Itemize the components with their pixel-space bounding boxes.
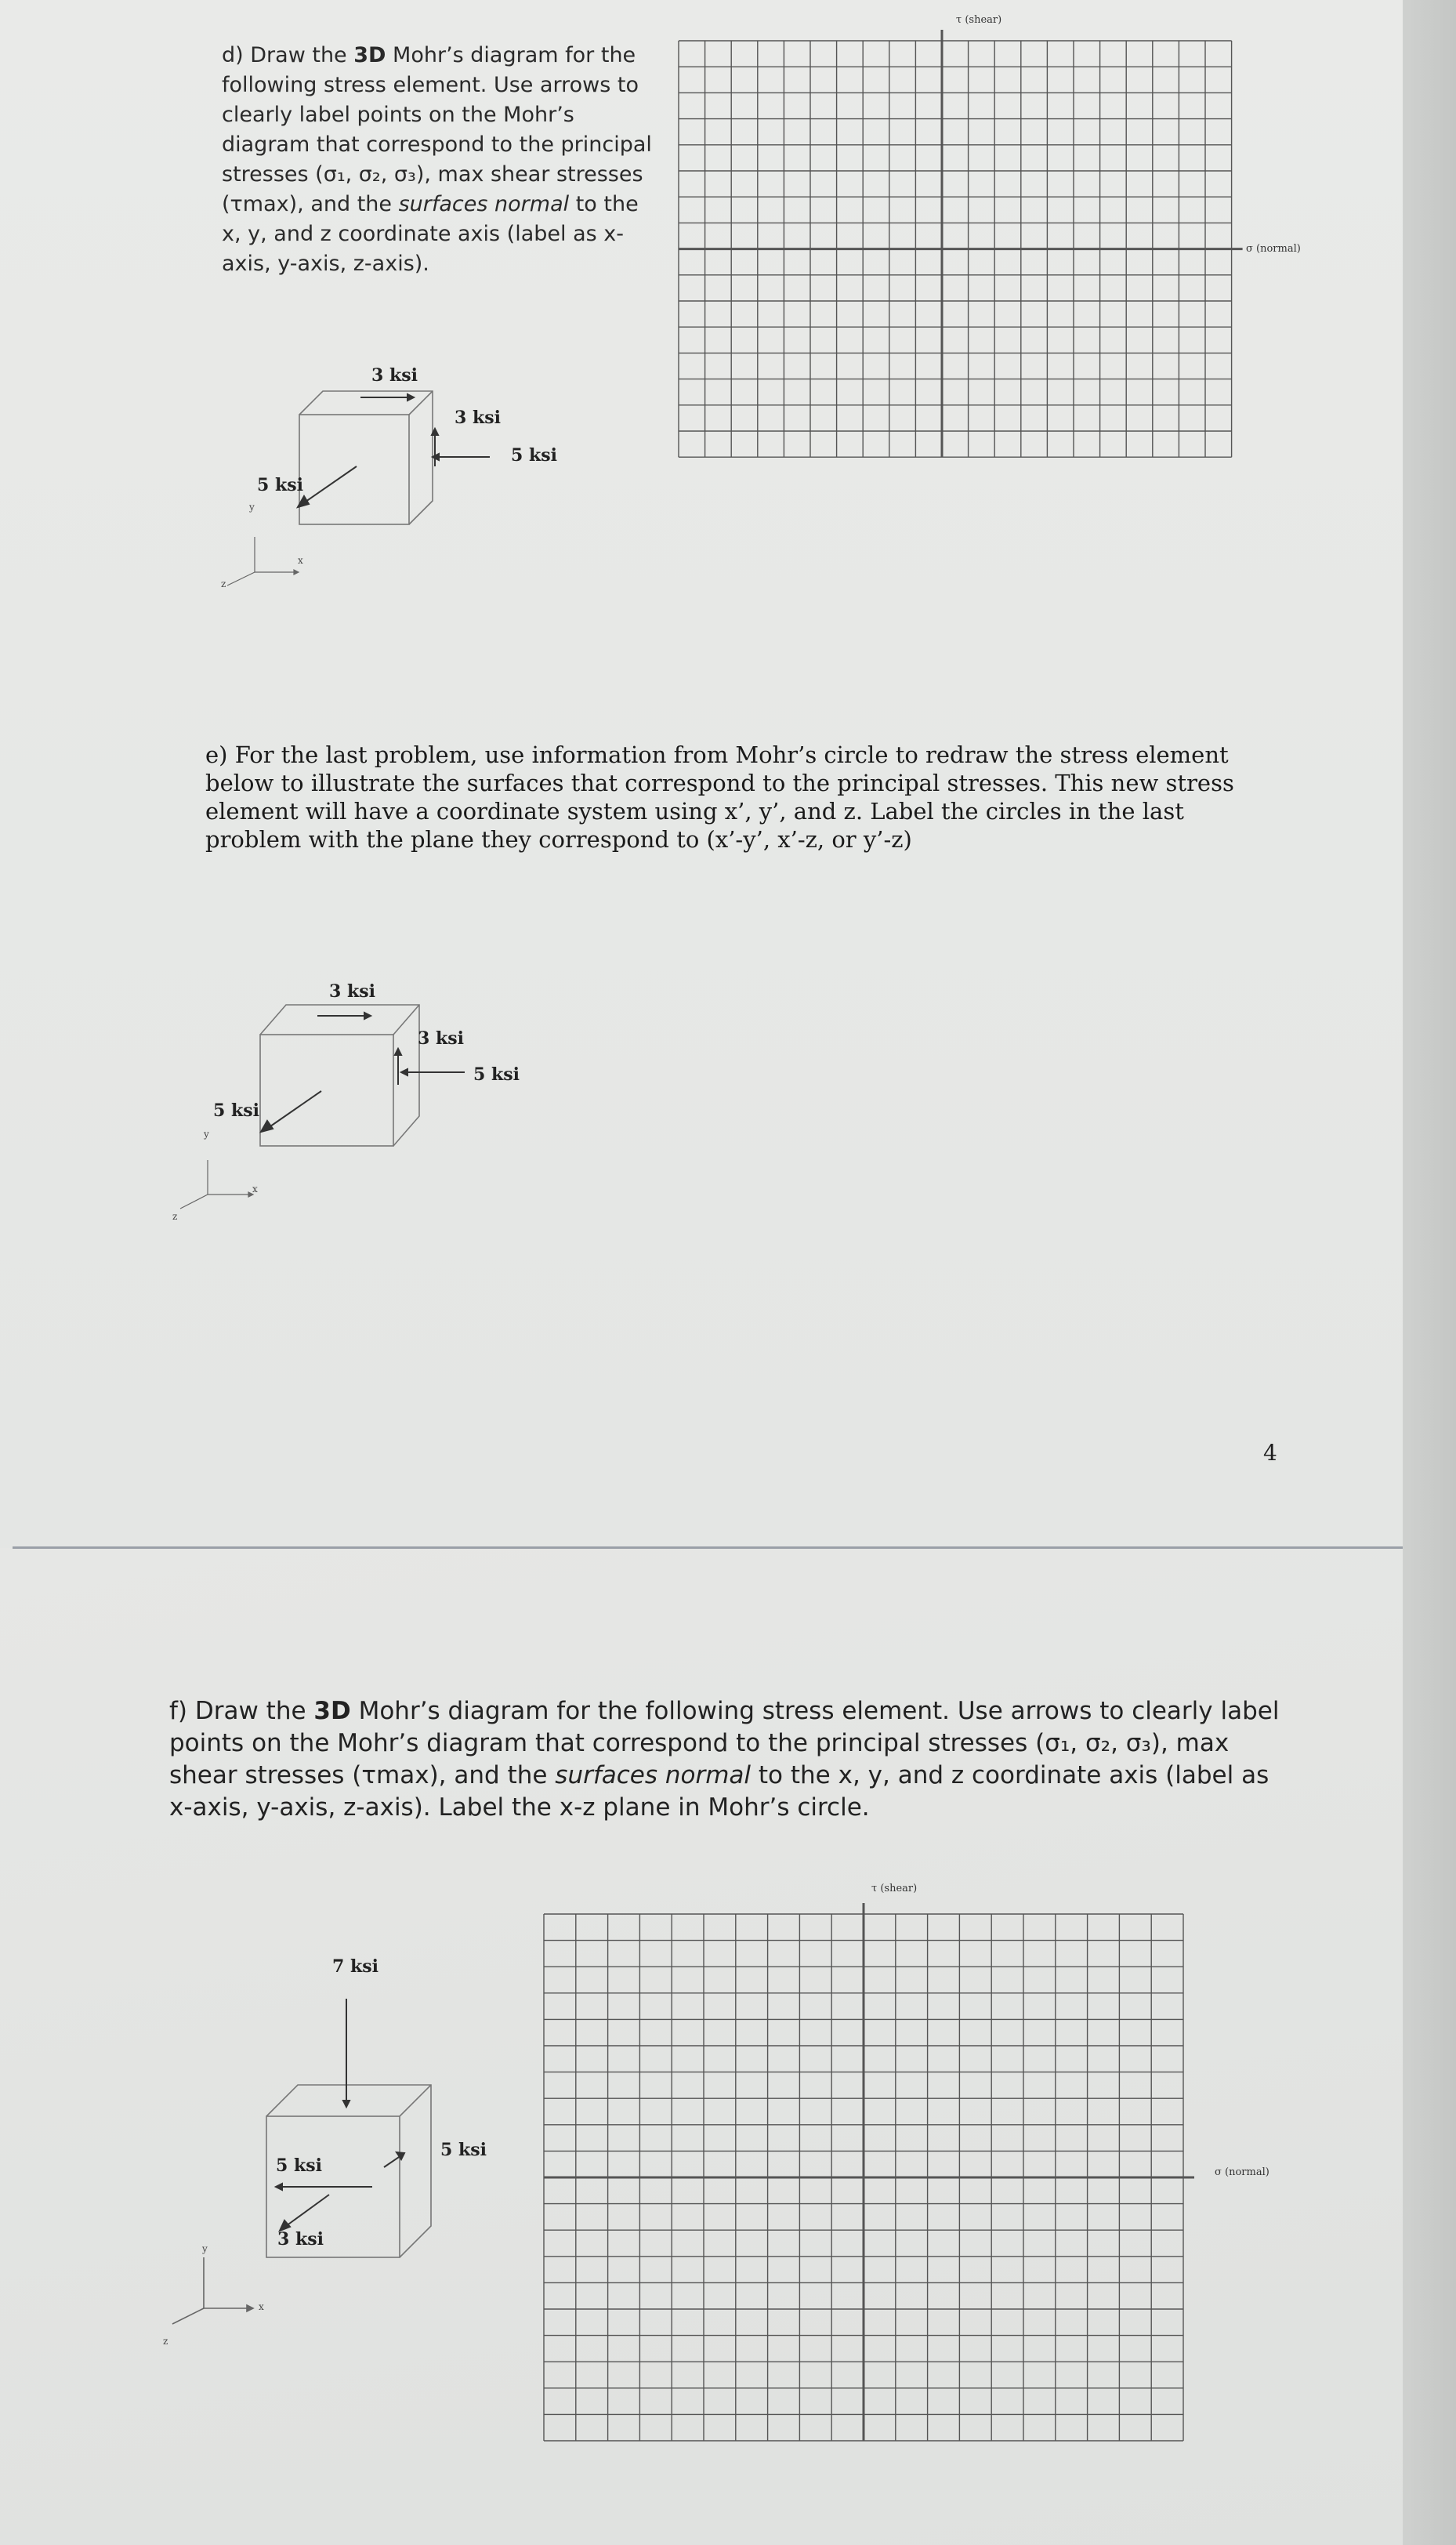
- sigma-axis-label-f: σ (normal): [1215, 2166, 1269, 2178]
- element-e-right-label: 5 ksi: [473, 1064, 520, 1085]
- element-e-top-label: 3 ksi: [329, 981, 375, 1002]
- tau-axis-label-d: τ (shear): [956, 14, 1002, 26]
- axis-f-x-label: x: [259, 2301, 264, 2312]
- tau-axis-label-f: τ (shear): [871, 1883, 918, 1894]
- axis-e-x-label: x: [252, 1184, 258, 1195]
- page-number: 4: [1263, 1440, 1277, 1466]
- sigma-axis-label-d: σ (normal): [1246, 243, 1301, 255]
- element-e-left-label: 5 ksi: [213, 1100, 259, 1121]
- element-d-shear-label: 3 ksi: [455, 408, 501, 428]
- axis-d-x-label: x: [298, 555, 303, 566]
- axis-e-z-label: z: [172, 1211, 178, 1222]
- element-f-bottom-label: 3 ksi: [277, 2229, 324, 2250]
- axis-e-y-label: y: [204, 1129, 209, 1140]
- element-f-right-label: 5 ksi: [440, 2140, 487, 2160]
- element-d-left-label: 5 ksi: [257, 475, 303, 495]
- axis-f-y-label: y: [202, 2243, 208, 2254]
- page-separator: [13, 1546, 1403, 1549]
- axis-d-z-label: z: [221, 578, 226, 589]
- axis-f-z-label: z: [163, 2336, 168, 2347]
- mohr-grid-f: [544, 1903, 1210, 2444]
- problem-f-text: f) Draw the 3D Mohr’s diagram for the following stress element. Use arrows to clearly label points on the Mohr’s diagram that correspond to the principal stresses (σ₁, σ₂, σ₃), max shear stresses (τmax), and the surfaces normal to the x, y, and z coordinate axis (label as x-axis, y-axis, z-axis). Label the x-z plane in Mohr’s circle.: [169, 1697, 1280, 1822]
- element-d-top-label: 3 ksi: [371, 365, 418, 386]
- mohr-grid-d: [679, 30, 1243, 469]
- problem-e-text: e) For the last problem, use information from Mohr’s circle to redraw the stress element below to illustrate the surfaces that correspond to the principal stresses. This new stress element will have a coordinate system using x’, y’, and z. Label the circles in the last problem with the plane they correspond to (x’-y’, x’-z, or y’-z): [205, 741, 1234, 853]
- element-f-top-label: 7 ksi: [332, 1956, 378, 1977]
- problem-d-text: d) Draw the 3D Mohr’s diagram for the following stress element. Use arrows to clearly label points on the Mohr’s diagram that correspond to the principal stresses (σ₁, σ₂, σ₃), max shear stresses (τmax), and the surfaces normal to the x, y, and z coordinate axis (label as x-axis, y-axis, z-axis).: [222, 43, 652, 276]
- element-f-left-label: 5 ksi: [276, 2155, 322, 2176]
- element-e-shear-label: 3 ksi: [418, 1028, 464, 1049]
- element-d-right-label: 5 ksi: [511, 445, 557, 466]
- page-edge-shadow: [1403, 0, 1456, 2545]
- axis-d-y-label: y: [249, 502, 255, 513]
